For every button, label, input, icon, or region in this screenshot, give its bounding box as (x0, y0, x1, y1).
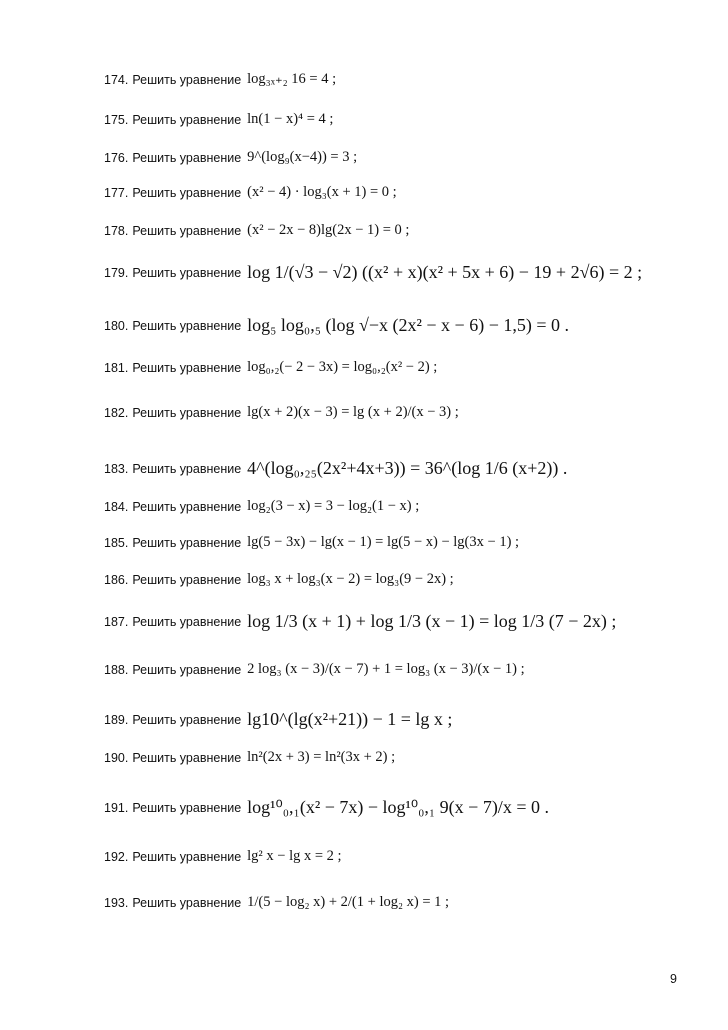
problem-174 (104, 71, 698, 88)
problem-number: 180. (104, 318, 129, 333)
task-label: Решить уравнение (132, 800, 242, 815)
problem-193 (104, 894, 698, 911)
problem-188 (104, 661, 698, 678)
equation: lg(x + 2)(x − 3) = lg (x + 2)/(x − 3) ; (247, 404, 459, 420)
task-label: Решить уравнение (132, 750, 242, 765)
equation: 4^(log₀,₂₅(2x²+4x+3)) = 36^(log 1/6 (x+2)) . (247, 458, 568, 478)
problem-number: 186. (104, 572, 129, 587)
problem-number: 178. (104, 223, 129, 238)
problem-177 (104, 184, 698, 201)
task-label: Решить уравнение (132, 614, 242, 629)
task-label: Решить уравнение (132, 461, 242, 476)
task-label: Решить уравнение (132, 360, 242, 375)
task-label: Решить уравнение (132, 849, 242, 864)
equation: log 1/3 (x + 1) + log 1/3 (x − 1) = log 1/3 (7 − 2x) ; (247, 611, 617, 631)
task-label: Решить уравнение (132, 223, 242, 238)
task-label: Решить уравнение (132, 112, 242, 127)
problem-186 (104, 571, 698, 588)
page-number: 9 (670, 972, 677, 986)
equation: ln²(2x + 3) = ln²(3x + 2) ; (247, 749, 396, 765)
equation: log₃ x + log₃(x − 2) = log₃(9 − 2x) ; (247, 571, 454, 587)
problem-179 (104, 262, 698, 283)
equation: 9^(log₉(x−4)) = 3 ; (247, 149, 358, 165)
problem-175 (104, 111, 698, 128)
problem-191 (104, 797, 698, 818)
equation: lg² x − lg x = 2 ; (247, 848, 342, 864)
equation: log¹⁰₀,₁(x² − 7x) − log¹⁰₀,₁ 9(x − 7)/x = 0 . (247, 797, 549, 817)
problem-number: 187. (104, 614, 129, 629)
task-label: Решить уравнение (132, 499, 242, 514)
task-label: Решить уравнение (132, 150, 242, 165)
problem-190 (104, 749, 698, 766)
equation: log₂(3 − x) = 3 − log₂(1 − x) ; (247, 498, 420, 514)
problem-189 (104, 709, 698, 730)
problem-number: 190. (104, 750, 129, 765)
problem-181 (104, 359, 698, 376)
problem-number: 183. (104, 461, 129, 476)
problem-176 (104, 149, 698, 166)
problem-number: 176. (104, 150, 129, 165)
problem-number: 181. (104, 360, 129, 375)
equation: lg10^(lg(x²+21)) − 1 = lg x ; (247, 709, 453, 729)
equation: lg(5 − 3x) − lg(x − 1) = lg(5 − x) − lg(3x − 1) ; (247, 534, 520, 550)
problem-184 (104, 498, 698, 515)
task-label: Решить уравнение (132, 265, 242, 280)
problem-182 (104, 404, 698, 421)
problem-number: 188. (104, 662, 129, 677)
task-label: Решить уравнение (132, 405, 242, 420)
problem-number: 184. (104, 499, 129, 514)
equation: ln(1 − x)⁴ = 4 ; (247, 111, 334, 127)
problem-number: 175. (104, 112, 129, 127)
task-label: Решить уравнение (132, 185, 242, 200)
task-label: Решить уравнение (132, 72, 242, 87)
problem-187 (104, 611, 698, 632)
problem-number: 192. (104, 849, 129, 864)
problem-178 (104, 222, 698, 239)
task-label: Решить уравнение (132, 318, 242, 333)
task-label: Решить уравнение (132, 572, 242, 587)
equation: (x² − 4) · log₃(x + 1) = 0 ; (247, 184, 397, 200)
problem-number: 191. (104, 800, 129, 815)
problem-number: 182. (104, 405, 129, 420)
equation: 2 log₃ (x − 3)/(x − 7) + 1 = log₃ (x − 3)/(x − 1) ; (247, 661, 525, 677)
problem-number: 189. (104, 712, 129, 727)
equation: 1/(5 − log₂ x) + 2/(1 + log₂ x) = 1 ; (247, 894, 450, 910)
problem-180 (104, 315, 698, 336)
problem-number: 174. (104, 72, 129, 87)
task-label: Решить уравнение (132, 662, 242, 677)
equation: log₀,₂(− 2 − 3x) = log₀,₂(x² − 2) ; (247, 359, 438, 375)
task-label: Решить уравнение (132, 712, 242, 727)
problem-185 (104, 534, 698, 551)
task-label: Решить уравнение (132, 895, 242, 910)
equation: log 1/(√3 − √2) ((x² + x)(x² + 5x + 6) − 19 + 2√6) = 2 ; (247, 262, 643, 282)
problem-number: 177. (104, 185, 129, 200)
task-label: Решить уравнение (132, 535, 242, 550)
equation: log₅ log₀,₅ (log √−x (2x² − x − 6) − 1,5) = 0 . (247, 315, 569, 335)
equation: log₃ₓ₊₂ 16 = 4 ; (247, 71, 337, 87)
problem-number: 185. (104, 535, 129, 550)
equation: (x² − 2x − 8)lg(2x − 1) = 0 ; (247, 222, 410, 238)
problem-number: 193. (104, 895, 129, 910)
problem-183 (104, 458, 698, 479)
problem-192 (104, 848, 698, 865)
problem-number: 179. (104, 265, 129, 280)
